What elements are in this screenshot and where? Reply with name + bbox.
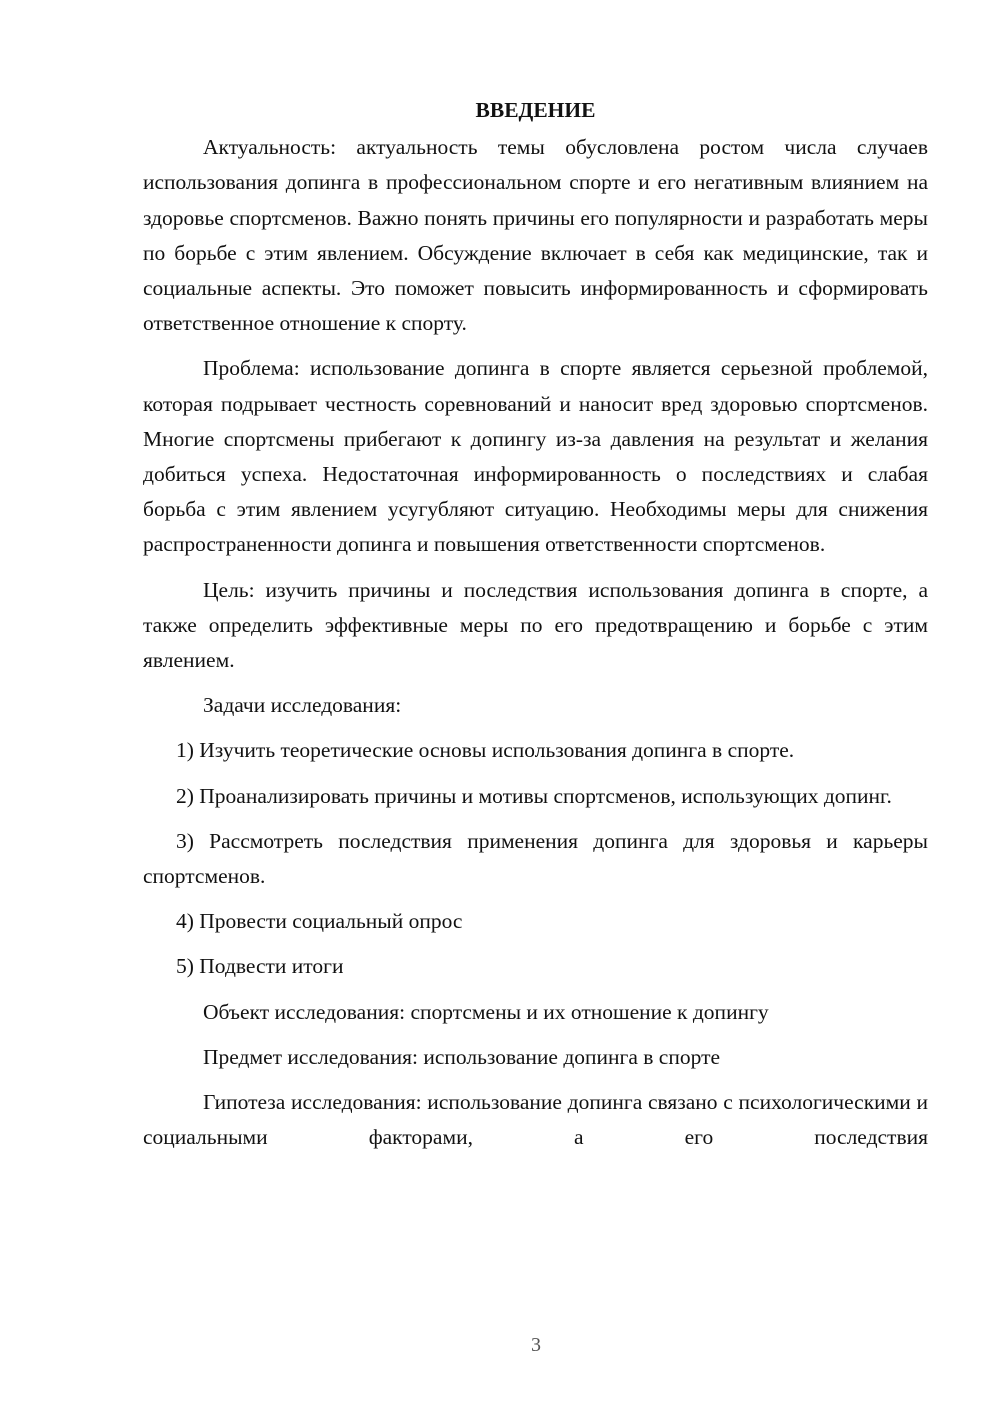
task-item-4: 4) Провести социальный опрос [176,909,463,934]
goal-paragraph: Цель: изучить причины и последствия использования допинга в спорте, а также определить эффективные меры по его предотвращению и борьбе с этим явлением. [143,577,928,673]
relevance-paragraph: Актуальность: актуальность темы обусловлена ростом числа случаев использования допинга в профессиональном спорте и его негативным влиянием на здоровье спортсменов. Важно понять причины его популярности и разработать меры по борьбе с этим явлением. Обсуждение включает в себя как медицинские, так и социальные аспекты. Это поможет повысить информированность и сформировать ответственное отношение к спорту. [143,135,928,336]
hypothesis-paragraph: Гипотеза исследования: использование допинга связано с психологическими и социальными факторами, а его последствия [143,1090,928,1150]
page-number: 3 [531,1334,541,1356]
task-item-3: 3) Рассмотреть последствия применения допинга для здоровья и карьеры спортсменов. [143,828,928,889]
section-title: ВВЕДЕНИЕ [475,98,596,122]
task-item-2: 2) Проанализировать причины и мотивы спортсменов, использующих допинг. [176,783,892,808]
page-content [143,93,928,1155]
task-item-5: 5) Подвести итоги [176,954,344,979]
problem-paragraph: Проблема: использование допинга в спорте является серьезной проблемой, которая подрывает честность соревнований и наносит вред здоровью спортсменов. Многие спортсмены прибегают к допингу из-за давления на результат и желания добиться успеха. Недостаточная информированность о последствиях и слабая борьба с этим явлением усугубляют ситуацию. Необходимы меры для снижения распространенности допинга и повышения ответственности спортсменов. [143,356,928,557]
subject-paragraph: Предмет исследования: использование допинга в спорте [203,1044,721,1069]
tasks-heading: Задачи исследования: [203,693,402,718]
task-item-1: 1) Изучить теоретические основы использования допинга в спорте. [176,738,795,763]
object-paragraph: Объект исследования: спортсмены и их отношение к допингу [203,999,769,1024]
